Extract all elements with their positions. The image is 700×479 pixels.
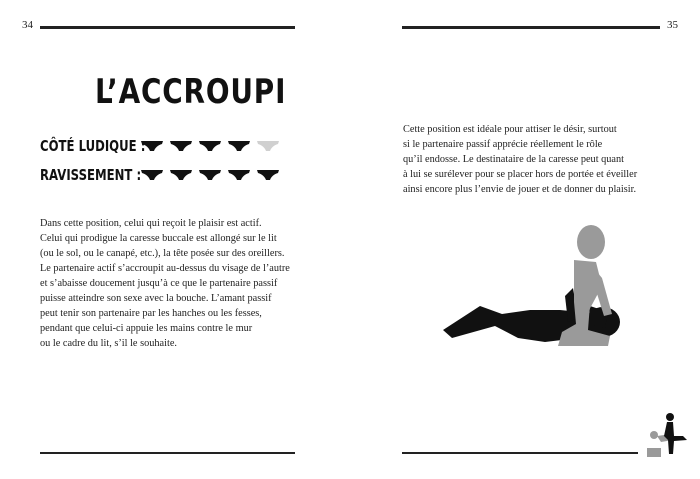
text-line: puisse atteindre son sexe avec la bouche. L’amant passif — [40, 293, 272, 304]
rating-row-delight — [40, 166, 280, 184]
rating-filled-icon — [140, 169, 164, 181]
text-line: peut tenir son partenaire par les hanches ou les fesses, — [40, 308, 262, 319]
footer-rule-right — [402, 452, 638, 454]
rating-filled-icon — [169, 169, 193, 181]
page-number-left: 34 — [22, 19, 33, 31]
text-line: si le partenaire passif apprécie réellement le rôle — [403, 139, 603, 150]
rating-icons — [140, 140, 280, 152]
text-line: Celui qui prodigue la caresse buccale est allongé sur le lit — [40, 233, 277, 244]
text-line: (ou le sol, ou le canapé, etc.), la tête posée sur des oreillers. — [40, 248, 285, 259]
corner-figure-icon — [643, 410, 693, 460]
rating-empty-icon — [256, 140, 280, 152]
text-line: Dans cette position, celui qui reçoit le plaisir est actif. — [40, 218, 262, 229]
page-title: L’ACCROUPI — [95, 72, 287, 112]
rating-label: CÔTÉ LUDIQUE : — [40, 137, 146, 155]
text-line: à lui se surélever pour se placer hors de portée et éveiller — [403, 169, 638, 180]
header-rule-left — [40, 26, 295, 29]
rating-filled-icon — [227, 169, 251, 181]
rating-label: RAVISSEMENT : — [40, 166, 142, 184]
page-number-right: 35 — [667, 19, 678, 31]
rating-filled-icon — [256, 169, 280, 181]
text-line: Le partenaire actif s’accroupit au-dessus du visage de l’autre — [40, 263, 290, 274]
text-line: pendant que celui-ci appuie les mains contre le mur — [40, 323, 253, 334]
body-text-right — [403, 122, 637, 197]
rating-filled-icon — [198, 169, 222, 181]
rating-filled-icon — [198, 140, 222, 152]
text-line: ainsi encore plus l’envie de jouer et de donner du plaisir. — [403, 184, 637, 195]
footer-rule-left — [40, 452, 295, 454]
body-text-left — [40, 216, 290, 351]
rating-row-fun — [40, 137, 280, 155]
position-illustration — [440, 218, 630, 353]
text-line: ou le cadre du lit, s’il le souhaite. — [40, 338, 177, 349]
text-line: qu’il endosse. Le destinataire de la caresse peut quant — [403, 154, 625, 165]
rating-filled-icon — [169, 140, 193, 152]
rating-filled-icon — [227, 140, 251, 152]
header-rule-right — [402, 26, 660, 29]
rating-icons — [140, 169, 280, 181]
text-line: Cette position est idéale pour attiser le désir, surtout — [403, 124, 617, 135]
text-line: et s’abaisse doucement jusqu’à ce que le partenaire passif — [40, 278, 278, 289]
